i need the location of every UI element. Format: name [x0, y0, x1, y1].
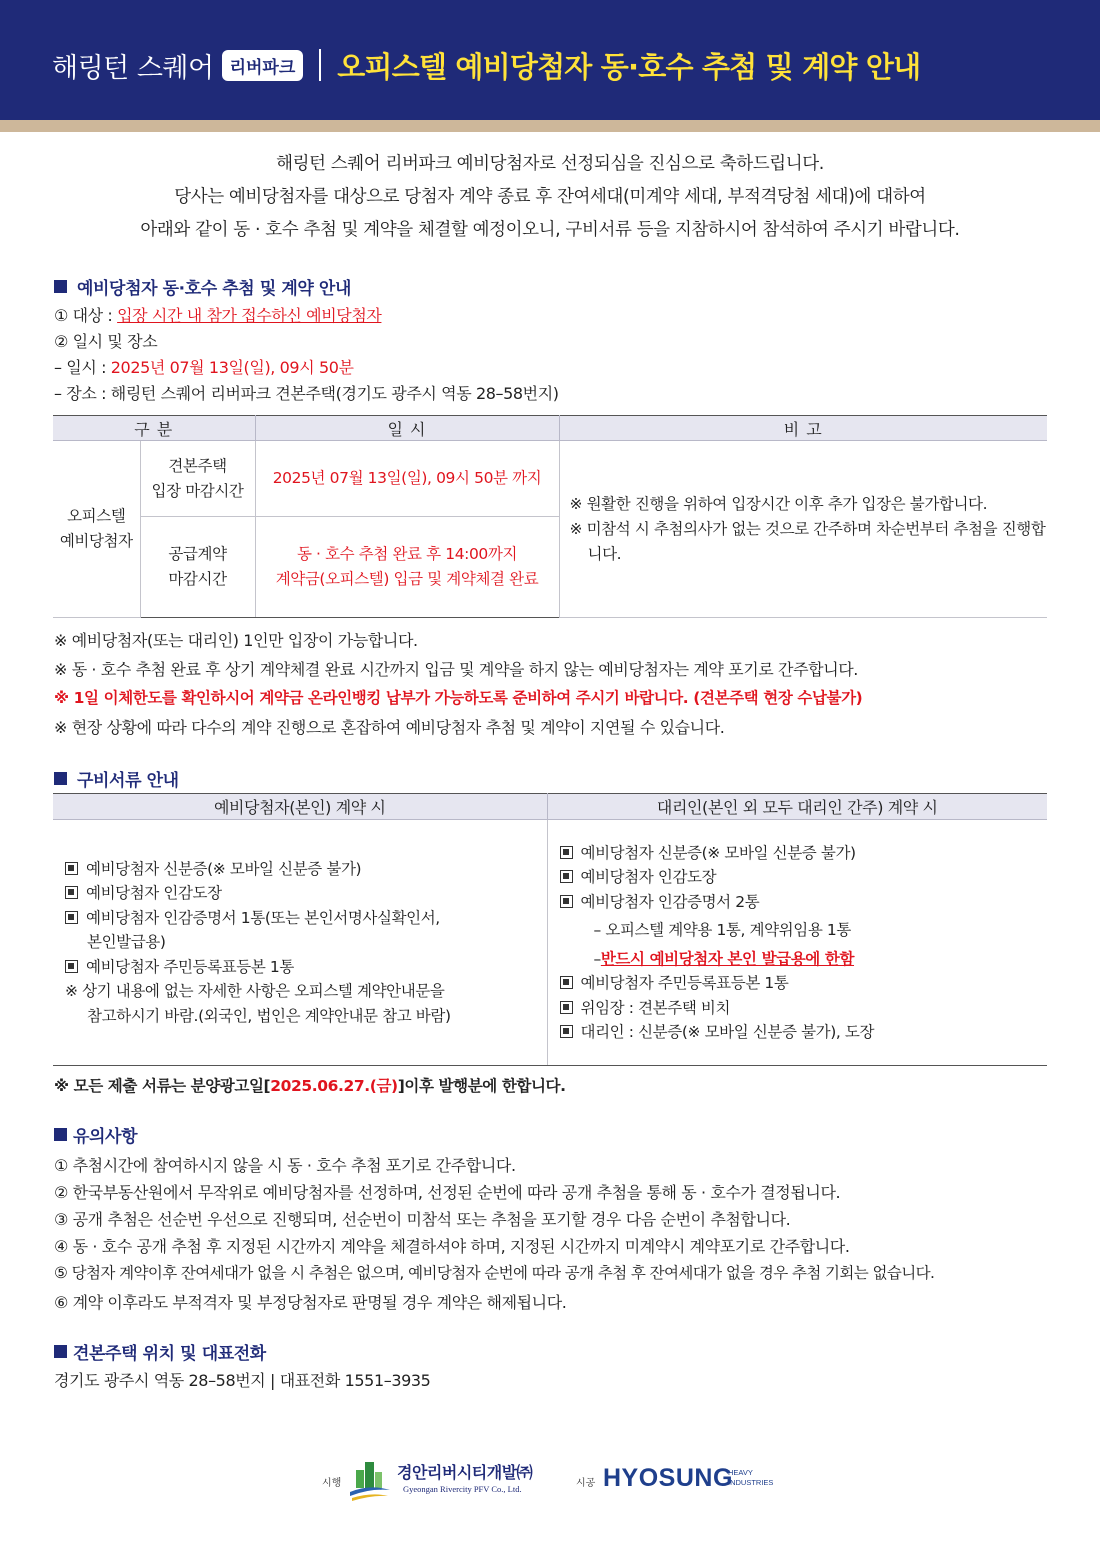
- checkbox-bullet-icon: [65, 911, 78, 924]
- list-item-text: 예비당첨자 인감도장: [580, 868, 717, 886]
- intro-line: 아래와 같이 동 · 호수 추첨 및 계약을 체결할 예정이오니, 구비서류 등을 지참하시어 참석하여 주시기 바랍니다.: [140, 220, 960, 240]
- header-category: 구 분: [53, 416, 255, 441]
- header-title-row: [52, 40, 920, 90]
- list-item: [65, 881, 547, 906]
- section-title-draw: [54, 274, 351, 299]
- checkbox-bullet-icon: [65, 960, 78, 973]
- list-item-sub: – 오피스텔 계약용 1통, 계약위임용 1통: [593, 921, 851, 939]
- list-item-text: 예비당첨자 주민등록표등본 1통: [580, 974, 789, 992]
- intro-line: 해링턴 스퀘어 리버파크 예비당첨자로 선정되심을 진심으로 축하드립니다.: [276, 154, 824, 174]
- header-remarks: 비 고: [559, 416, 1047, 441]
- checkbox-bullet-icon: [560, 895, 573, 908]
- list-item: [65, 857, 547, 882]
- intro-paragraph: [0, 148, 1100, 247]
- footnote-text: ※ 모든 제출 서류는 분양광고일[: [54, 1077, 271, 1095]
- documents-footnote: [54, 1074, 566, 1096]
- section-title-text: 구비서류 안내: [77, 771, 179, 791]
- square-bullet-icon: [54, 280, 67, 293]
- list-item-note: ※ 상기 내용에 없는 자세한 사항은 오피스텔 계약안내문을: [65, 982, 445, 1001]
- date-line: [54, 355, 354, 378]
- brand-badge: 리버파크: [222, 50, 304, 81]
- list-item-text: 예비당첨자 인감증명서 2통: [580, 892, 760, 911]
- page-title: 오피스텔 예비당첨자 동·호수 추첨 및 계약 안내: [337, 49, 921, 84]
- row-value: 동 · 호수 추첨 완료 후 14:00까지 계약금(오피스텔) 입금 및 계약체결 완료: [255, 517, 559, 618]
- remark-note: ※ 미참석 시 추첨의사가 없는 것으로 간주하며 차순번부터 추첨을 진행합니다.: [569, 519, 1046, 563]
- remark-note: ※ 원활한 진행을 위하여 입장시간 이후 추가 입장은 불가합니다.: [569, 494, 988, 513]
- square-bullet-icon: [54, 772, 67, 785]
- list-item-text: 예비당첨자 신분증(※ 모바일 신분증 불가): [580, 843, 856, 862]
- list-item: [560, 865, 1048, 890]
- intro-line: 당사는 예비당첨자를 대상으로 당첨자 계약 종료 후 잔여세대(미계약 세대, 부적격당첨 세대)에 대하여: [174, 187, 926, 207]
- table-header-row: [53, 416, 1047, 441]
- section-title-text: 유의사항: [73, 1127, 138, 1147]
- caution-item: ③ 공개 추첨은 선순번 우선으로 진행되며, 선순번이 미참석 또는 추첨을 포기할 경우 다음 순번이 추첨합니다.: [54, 1210, 791, 1229]
- header-proxy: 대리인(본인 외 모두 대리인 간주) 계약 시: [547, 794, 1047, 820]
- table-header-row: [53, 794, 1047, 820]
- row-label: 공급계약 마감시간: [140, 517, 255, 618]
- dash-text: –: [593, 949, 601, 968]
- caution-item: ④ 동 · 호수 공개 추첨 후 지정된 시간까지 계약을 체결하셔야 하며, 지정된 시간까지 미계약시 계약포기로 간주합니다.: [54, 1237, 850, 1256]
- table-row: [53, 820, 1047, 1066]
- list-item: [560, 971, 1048, 996]
- group-cell: 오피스텔 예비당첨자: [53, 441, 140, 618]
- list-item: [65, 955, 547, 980]
- list-item: [560, 996, 1048, 1021]
- section-title-cautions: [54, 1122, 137, 1147]
- section-title-location: [54, 1339, 266, 1364]
- header-self: 예비당첨자(본인) 계약 시: [53, 794, 547, 820]
- target-label: ① 대상 :: [54, 306, 118, 325]
- hyosung-sub-line: HEAVY: [728, 1468, 753, 1477]
- note-line: ※ 현장 상황에 따라 다수의 계약 진행으로 혼잡하여 예비당첨자 추첨 및 계약이 지연될 수 있습니다.: [54, 718, 725, 737]
- list-item-text: 위임장 : 견본주택 비치: [580, 998, 731, 1017]
- header-datetime: 일 시: [255, 416, 559, 441]
- footnote-date: 2025.06.27.(금): [270, 1077, 398, 1095]
- table-row: [53, 441, 1047, 517]
- target-line: [54, 303, 381, 326]
- row-value: 2025년 07월 13일(일), 09시 50분 까지: [255, 441, 559, 517]
- caution-item: ② 한국부동산원에서 무작위로 예비당첨자를 선정하며, 선정된 순번에 따라 공개 추첨을 통해 동 · 호수가 결정됩니다.: [54, 1183, 841, 1202]
- section-title-docs: [54, 766, 179, 791]
- emphasis-text: 반드시 예비당첨자 본인 발급용에 한함: [600, 949, 855, 968]
- datetime-place-heading: ② 일시 및 장소: [54, 332, 158, 351]
- checkbox-bullet-icon: [560, 1001, 573, 1014]
- target-value: 입장 시간 내 참가 접수하신 예비당첨자: [117, 306, 382, 325]
- schedule-table: [53, 415, 1047, 618]
- footer-logos: [0, 1458, 1100, 1508]
- hyosung-sub-line: INDUSTRIES: [728, 1478, 774, 1487]
- title-separator: [319, 49, 321, 81]
- list-item-sub: [560, 943, 1048, 972]
- checkbox-bullet-icon: [560, 1025, 573, 1038]
- list-item-text: 예비당첨자 신분증(※ 모바일 신분증 불가): [86, 859, 362, 878]
- place-line: – 장소 : 해링턴 스퀘어 리버파크 견본주택(경기도 광주시 역동 28–58번지): [54, 384, 559, 403]
- list-item-continued: 참고하시기 바람.(외국인, 법인은 계약안내문 참고 바람): [87, 1006, 451, 1025]
- remarks-cell: [559, 441, 1047, 618]
- square-bullet-icon: [54, 1128, 67, 1141]
- developer-name: 경안리버시티개발㈜: [397, 1463, 533, 1482]
- section-title-text: 예비당첨자 동·호수 추첨 및 계약 안내: [77, 279, 351, 299]
- list-item-text: 예비당첨자 인감증명서 1통(또는 본인서명사실확인서,: [86, 908, 440, 927]
- row-label: 견본주택 입장 마감시간: [140, 441, 255, 517]
- list-item: [560, 890, 1048, 915]
- caution-item: ⑤ 당첨자 계약이후 잔여세대가 없을 시 추첨은 없으며, 예비당첨자 순번에 따라 공개 추첨 후 잔여세대가 없을 경우 추첨 기회는 없습니다.: [54, 1264, 935, 1282]
- brand-name: 해링턴 스퀘어: [52, 52, 214, 84]
- caution-item: ① 추첨시간에 참여하시지 않을 시 동 · 호수 추첨 포기로 간주합니다.: [54, 1156, 516, 1175]
- note-line: ※ 예비당첨자(또는 대리인) 1인만 입장이 가능합니다.: [54, 631, 418, 650]
- header-divider: [0, 120, 1100, 132]
- square-bullet-icon: [54, 1345, 67, 1358]
- documents-table: [53, 793, 1047, 1066]
- checkbox-bullet-icon: [560, 976, 573, 989]
- list-item: [560, 841, 1048, 866]
- list-item-text: 예비당첨자 주민등록표등본 1통: [86, 957, 294, 976]
- builder-label: 시공: [576, 1478, 596, 1489]
- section-title-text: 견본주택 위치 및 대표전화: [73, 1344, 266, 1364]
- date-label: – 일시 :: [54, 358, 111, 377]
- list-item-continued: 본인발급용): [87, 933, 166, 952]
- note-line: ※ 동 · 호수 추첨 완료 후 상기 계약체결 완료 시간까지 입금 및 계약을 하지 않는 예비당첨자는 계약 포기로 간주합니다.: [54, 660, 858, 679]
- developer-en-name: Gyeongan Rivercity PFV Co., Ltd.: [403, 1484, 522, 1494]
- date-value: 2025년 07월 13일(일), 09시 50분: [110, 358, 354, 377]
- gyeongan-logo-icon: [348, 1458, 392, 1502]
- list-item: [65, 906, 547, 931]
- developer-label: 시행: [322, 1478, 342, 1489]
- footnote-text: ]이후 발행분에 한합니다.: [397, 1077, 566, 1095]
- list-item: [560, 1020, 1048, 1045]
- checkbox-bullet-icon: [560, 846, 573, 859]
- location-phone: 경기도 광주시 역동 28–58번지 | 대표전화 1551–3935: [54, 1371, 431, 1390]
- hyosung-logo-sub: [728, 1468, 773, 1488]
- list-item-text: 대리인 : 신분증(※ 모바일 신분증 불가), 도장: [580, 1023, 875, 1041]
- checkbox-bullet-icon: [560, 870, 573, 883]
- caution-item: ⑥ 계약 이후라도 부적격자 및 부정당첨자로 판명될 경우 계약은 해제됩니다.: [54, 1293, 567, 1312]
- hyosung-logo: HYOSUNG: [603, 1464, 733, 1492]
- checkbox-bullet-icon: [65, 886, 78, 899]
- checkbox-bullet-icon: [65, 862, 78, 875]
- proxy-docs-cell: [547, 820, 1047, 1066]
- note-line-highlight: ※ 1일 이체한도를 확인하시어 계약금 온라인뱅킹 납부가 가능하도록 준비하여 주시기 바랍니다. (견본주택 현장 수납불가): [54, 689, 863, 707]
- self-docs-cell: [53, 820, 547, 1066]
- list-item-text: 예비당첨자 인감도장: [86, 884, 222, 903]
